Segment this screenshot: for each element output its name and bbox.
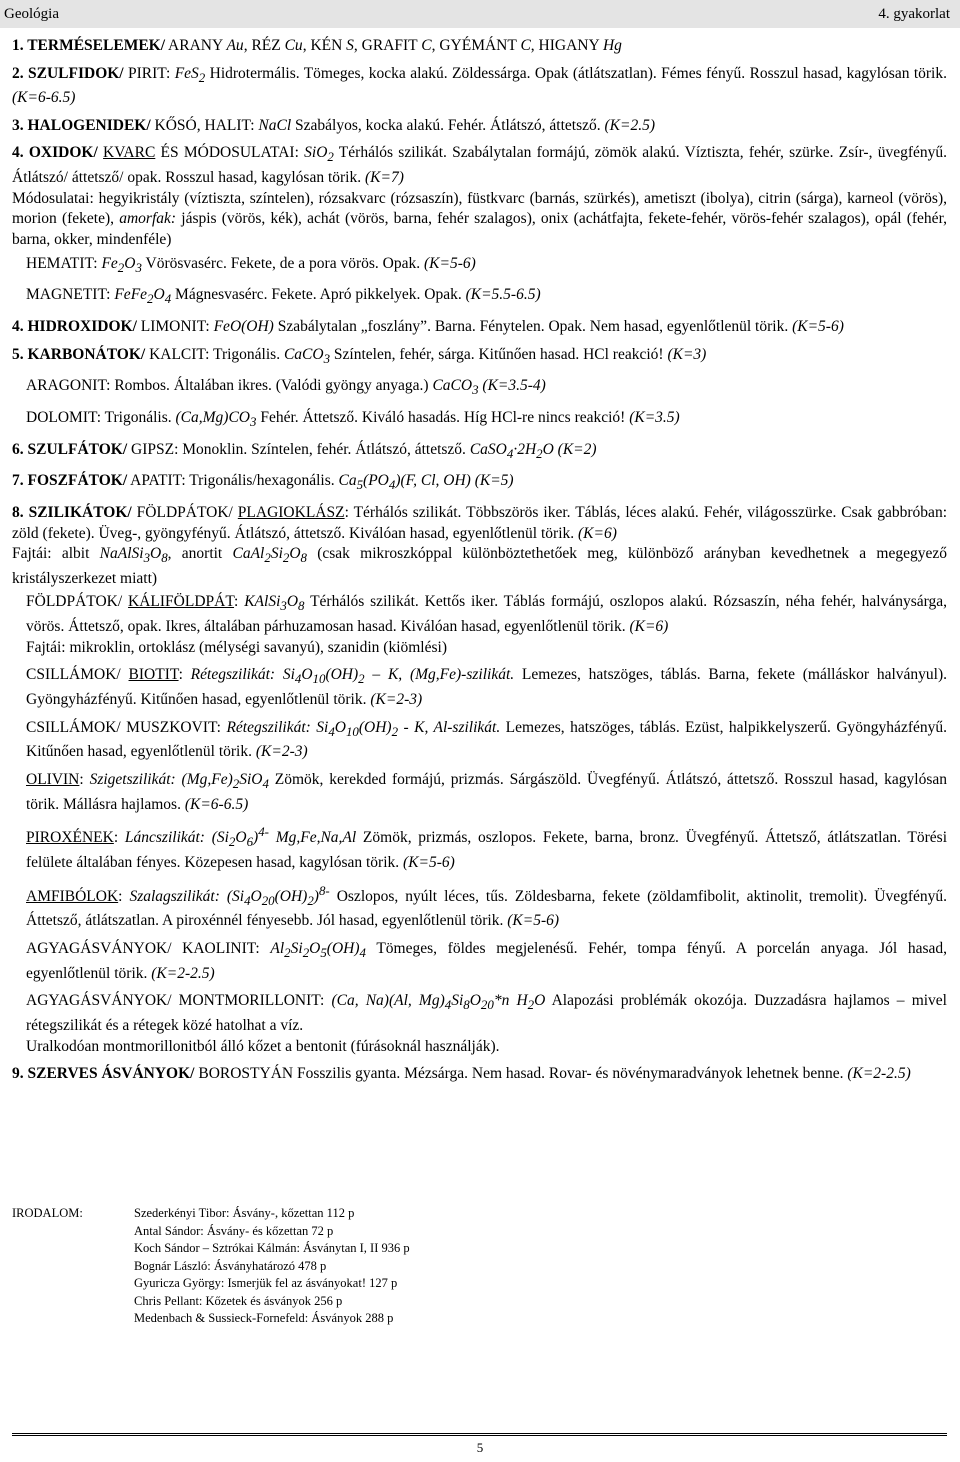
page-header — [0, 0, 960, 28]
paragraph-s2: 2. SZULFIDOK/ PIRIT: FeS$_2$ Hidrotermális. Tömeges, kocka alakú. Zöldessárga. Opak (átlátszatlan). Fémes fényű. Rosszul hasad, kagylósan törik. (K=6-6.5) — [12, 64, 947, 107]
paragraph-s6: 5. KARBONÁTOK/ KALCIT: Trigonális. CaCO$_3$ Színtelen, fehér, sárga. Kitűnően hasad. HCl reakció! (K=3) — [12, 345, 707, 366]
paragraph-s9b: FÖLDPÁTOK/ KÁLIFÖLDPÁT: $KAlSi_3O_8$ Térhálós szilikát. Kettős iker. Táblás formájú, oszlopos alakú. Rózsaszín, néha fehér, halványsárga, vörös. Áttetsző, opak. Ikres, általában párhuzamosan hasad. Kiválóan hasad, egyenlőtlenül törik. (K=6) Fajtái: mikroklin, ortoklász (mélységi savanyú), szanidin (kiömlési) — [26, 593, 948, 656]
reference-item: Gyuricza György: Ismerjük fel az ásványokat! 127 p — [134, 1276, 398, 1290]
paragraph-s9g: AMFIBÓLOK: Szalagszilikát: $(Si_4O_{20}(OH)_2)^{8-}$ Oszlopos, nyúlt léces, tűs. Zöldesbarna, fekete (zöldamfibolit, aktinolit, tremolit). Üvegfényű. Áttetsző, átlátszatlan. A piroxénnél fényesebb. Jól hasad, egyenlőtlenül törik. (K=5-6) — [26, 882, 947, 930]
paragraph-s9i: AGYAGÁSVÁNYOK/ MONTMORILLONIT: (Ca, Na)(Al, $Mg)_4Si_8O_{20}*n$ $H_2O$ Alapozási problémák okozója. Duzzadásra hajlamos – mivel rétegszilikát és a rétegek közé hatolhat a víz. Uralkodóan montmorillonitból álló kőzet a bentonit (fúrásoknál használják). — [26, 992, 947, 1055]
paragraph-s4: 4. OXIDOK/ KVARC ÉS MÓDOSULATAI: SiO$_2$ Térhálós szilikát. Szabálytalan formájú, zömök alakú. Víztiszta, fehér, szürke. Zsír-, üvegfényű. Átlátszó/ áttetsző/ opak. Rosszul hasad, kagylósan törik. (K=7) Módosulatai: hegyikristály (víztiszta, színtelen), rózsakvarc (rózsaszín), füstkvarc (barnás, szürkés), ametiszt (ibolya), citrin (sárga), karneol (vörös), morion (fekete), amorfak: jáspis (vörös, kék), achát (vörös, barna, fehér szalagos), onix (achátfajta, fekete-fehér, vörös-fehér szalagos), opál (fehér, barna, okker, mindenféle) — [12, 144, 947, 248]
paragraph-s6c: DOLOMIT: Trigonális. $(Ca,Mg)CO_3$ Fehér. Áttetsző. Kiváló hasadás. Híg HCl-re nincs reakció! (K=3.5) — [26, 408, 680, 429]
paragraph-s9c: CSILLÁMOK/ BIOTIT: Rétegszilikát: $Si_4O_{10}(OH)_2$ – K, (Mg,Fe)-szilikát. Lemezes, hatszöges, táblás. Barna, fekete (málláskor halványul). Gyöngyházfényű. Kitűnően hasad, egyenlőtlenül törik. (K=2-3) — [26, 666, 947, 708]
references-list — [134, 1205, 634, 1328]
paragraph-s10: 9. SZERVES ÁSVÁNYOK/ BOROSTYÁN Fosszilis gyanta. Mézsárga. Nem hasad. Rovar- és növénymaradványok lehetnek benne. (K=2-2.5) — [12, 1065, 911, 1083]
references-label: IRODALOM: — [12, 1206, 83, 1220]
reference-item: Bognár László: Ásványhatározó 478 p — [134, 1258, 327, 1273]
reference-item: Koch Sándor – Sztrókai Kálmán: Ásványtan I, II 936 p — [134, 1241, 410, 1255]
paragraph-s5: 4. HIDROXIDOK/ LIMONIT: FeO(OH) Szabálytalan „foszlány”. Barna. Fénytelen. Opak. Nem hasad, egyenlőtlenül törik. (K=5-6) — [12, 317, 844, 335]
paragraph-s9h: AGYAGÁSVÁNYOK/ KAOLINIT: $Al_2Si_2O_5(OH)_4$ Tömeges, földes megjelenésű. Fehér, tompa fényű. A porcelán anyaga. Jól hasad, egyenlőtlenül törik. (K=2-2.5) — [26, 940, 947, 982]
paragraph-s8: 7. FOSZFÁTOK/ APATIT: Trigonális/hexagonális. $Ca_5(PO_4)(F$, Cl, OH) (K=5) — [12, 472, 514, 493]
footer-divider — [12, 1433, 947, 1436]
page-number: 5 — [476, 1440, 484, 1455]
paragraph-s6b: ARAGONIT: Rombos. Általában ikres. (Valódi gyöngy anyaga.) CaCO$_3$ (K=3.5-4) — [26, 377, 546, 398]
paragraph-s1: 1. TERMÉSELEMEK/ ARANY Au, RÉZ Cu, KÉN S, GRAFIT C, GYÉMÁNT C, HIGANY Hg — [12, 37, 622, 54]
paragraph-s9f: PIROXÉNEK: Láncszilikát: $(Si_2O_6)^{4-}$ Mg,Fe,Na,Al Zömök, prizmás, oszlopos. Fekete, barna, bronz. Üvegfényű. Áttetsző, átlátszatlan. Törési felülete általában fényes. Közepesen hasad, kagylósan törik. (K=5-6) — [26, 824, 948, 871]
reference-item: Chris Pellant: Kőzetek és ásványok 256 p — [134, 1293, 343, 1308]
practice-label: 4. gyakorlat — [878, 6, 950, 22]
paragraph-s3: 3. HALOGENIDEK/ KŐSÓ, HALIT: NaCl Szabályos, kocka alakú. Fehér. Átlátszó, áttetsző. (K=2.5) — [12, 116, 655, 134]
reference-item: Szederkényi Tibor: Ásvány-, kőzettan 112 p — [134, 1206, 355, 1220]
paragraph-s4b: HEMATIT: $Fe_2O_3$ Vörösvasérc. Fekete, de a pora vörös. Opak. (K=5-6) — [26, 254, 476, 275]
reference-item: Medenbach & Sussieck-Fornefeld: Ásványok 288 p — [134, 1311, 394, 1325]
document-body — [12, 36, 947, 1092]
paragraph-s7: 6. SZULFÁTOK/ GIPSZ: Monoklin. Színtelen, fehér. Átlátszó, áttetsző. $CaSO_4\cdot 2H_2O$ (K=2) — [12, 440, 597, 461]
paragraph-s9d: CSILLÁMOK/ MUSZKOVIT: Rétegszilikát: $Si_4O_{10}(OH)_2$ - K, Al-szilikát. Lemezes, hatszöges, táblás. Ezüst, halpikkelyszerű. Gyöngyházfényű. Kitűnően hasad, egyenlőtlenül törik. (K=2-3) — [26, 718, 947, 761]
paragraph-s4c: MAGNETIT: $FeFe_2O_4$ Mágnesvasérc. Fekete. Apró pikkelyek. Opak. (K=5.5-6.5) — [26, 286, 541, 307]
course-title: Geológia — [4, 6, 59, 22]
paragraph-s9: 8. SZILIKÁTOK/ FÖLDPÁTOK/ PLAGIOKLÁSZ: Térhálós szilikát. Többszörös iker. Táblás, léces alakú. Fehér, világosszürke. Csak gabbróban: zöld (fekete). Üveg-, gyöngyfényű. Átlátszó, áttetsző. Kiválóan hasad, egyenlőtlenül törik. (K=6) Fajtái: albit $NaAlSi_3O_8$, anortit $CaAl_2Si_2O_8$ (csak mikroszkóppal különböztethetőek meg, különböző arányban kevedhetnek a megegyező kristályszerkezet miatt) — [12, 503, 948, 587]
reference-item: Antal Sándor: Ásvány- és kőzettan 72 p — [134, 1223, 334, 1238]
paragraph-s9e: OLIVIN: Szigetszilikát: $(Mg,Fe)_2SiO_4$ Zömök, kerekded formájú, prizmás. Sárgászöld. Üvegfényű. Átlátszó, áttetsző. Rosszul hasad, kagylósan törik. Mállásra hajlamos. (K=6-6.5) — [26, 770, 947, 813]
